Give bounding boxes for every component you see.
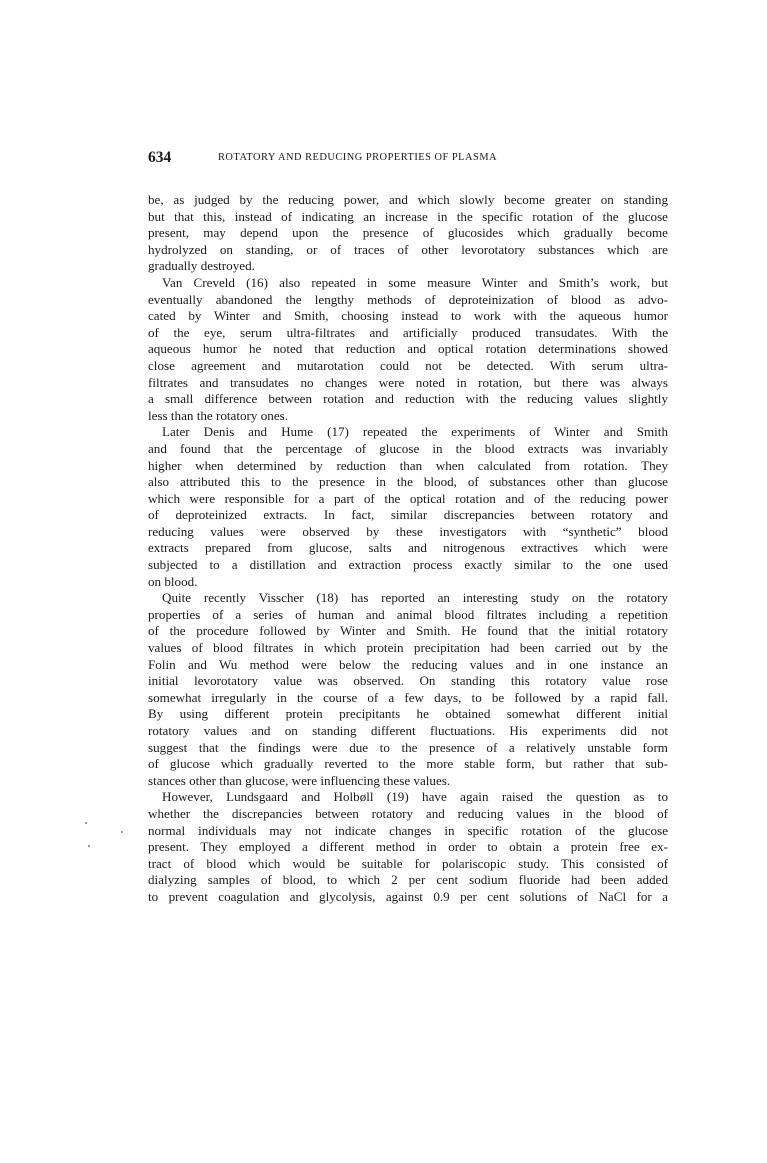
- text-line: stances other than glucose, were influencing these values.: [148, 772, 451, 788]
- text-line: gradually destroyed.: [148, 258, 255, 274]
- text-line: aqueous humor he noted that reduction and optical rotation determinations showed: [148, 341, 668, 357]
- text-line: extracts prepared from glucose, salts and nitrogenous extractives which were: [148, 540, 668, 556]
- text-line: also attributed this to the presence in the blood, of substances other than glucose: [148, 474, 668, 490]
- text-line: Folin and Wu method were below the reducing values and in one instance an: [148, 656, 668, 672]
- text-line: present, may depend upon the presence of glucosides which gradually become: [148, 225, 668, 241]
- text-line: suggest that the findings were due to the presence of a relatively unstable form: [148, 739, 668, 755]
- text-line: filtrates and transudates no changes were noted in rotation, but there was always: [148, 374, 668, 390]
- text-line: be, as judged by the reducing power, and which slowly become greater on standing: [148, 192, 668, 207]
- text-line: cated by Winter and Smith, choosing instead to work with the aqueous humor: [148, 308, 668, 324]
- scan-speck: [88, 845, 90, 847]
- scan-speck: [121, 831, 123, 833]
- text-line: to prevent coagulation and glycolysis, against 0.9 per cent solutions of NaCl for a: [148, 888, 668, 904]
- text-line: Van Creveld (16) also repeated in some measure Winter and Smith’s work, but: [162, 274, 668, 290]
- text-line: initial levorotatory value was observed. On standing this rotatory value rose: [148, 673, 668, 689]
- text-line: a small difference between rotation and reduction with the reducing values slightly: [148, 391, 668, 407]
- text-line: somewhat irregularly in the course of a few days, to be followed by a rapid fall.: [148, 689, 668, 705]
- text-line: normal individuals may not indicate changes in specific rotation of the glucose: [148, 822, 668, 838]
- text-line: whether the discrepancies between rotatory and reducing values in the blood of: [148, 805, 668, 821]
- text-line: higher when determined by reduction than when calculated from rotation. They: [148, 457, 668, 473]
- text-line: Later Denis and Hume (17) repeated the experiments of Winter and Smith: [162, 424, 668, 440]
- text-line: dialyzing samples of blood, to which 2 per cent sodium fluoride had been added: [148, 872, 668, 888]
- text-line: but that this, instead of indicating an increase in the specific rotation of the glucose: [148, 208, 668, 224]
- text-line: values of blood filtrates in which protein precipitation had been carried out by the: [148, 640, 668, 656]
- text-line: present. They employed a different method in order to obtain a protein free ex-: [148, 839, 668, 855]
- text-line: rotatory values and on standing different fluctuations. His experiments did not: [148, 723, 668, 738]
- text-line: less than the rotatory ones.: [148, 407, 288, 423]
- text-line: reducing values were observed by these investigators with “synthetic” blood: [148, 523, 668, 539]
- text-line: Quite recently Visscher (18) has reported an interesting study on the rotatory: [162, 590, 668, 606]
- text-line: By using different protein precipitants he obtained somewhat different initial: [148, 706, 668, 722]
- text-line: properties of a series of human and animal blood filtrates including a repetition: [148, 606, 668, 622]
- text-line: of the procedure followed by Winter and Smith. He found that the initial rotatory: [148, 623, 668, 639]
- text-line: hydrolyzed on standing, or of traces of other levorotatory substances which are: [148, 241, 668, 257]
- body-text: [148, 192, 668, 906]
- text-line: of the eye, serum ultra-filtrates and artificially produced transudates. With the: [148, 324, 668, 340]
- text-line: subjected to a distillation and extraction process exactly similar to the one used: [148, 557, 668, 573]
- scan-speck: [85, 822, 87, 824]
- text-line: eventually abandoned the lengthy methods of deproteinization of blood as advo-: [148, 291, 668, 307]
- running-head: ROTATORY AND REDUCING PROPERTIES OF PLASMA: [218, 152, 498, 163]
- text-line: on blood.: [148, 573, 198, 589]
- page-number: 634: [148, 149, 172, 166]
- text-line: tract of blood which would be suitable for polariscopic study. This consisted of: [148, 855, 668, 871]
- text-line: close agreement and mutarotation could not be detected. With serum ultra-: [148, 357, 668, 373]
- page-header: [148, 150, 618, 170]
- text-line: and found that the percentage of glucose in the blood extracts was invariably: [148, 440, 668, 456]
- text-line: of glucose which gradually reverted to the more stable form, but rather that sub-: [148, 756, 668, 772]
- text-line: which were responsible for a part of the optical rotation and of the reducing power: [148, 490, 668, 506]
- text-line: However, Lundsgaard and Holbøll (19) have again raised the question as to: [162, 789, 668, 805]
- text-line: of deproteinized extracts. In fact, similar discrepancies between rotatory and: [148, 507, 668, 523]
